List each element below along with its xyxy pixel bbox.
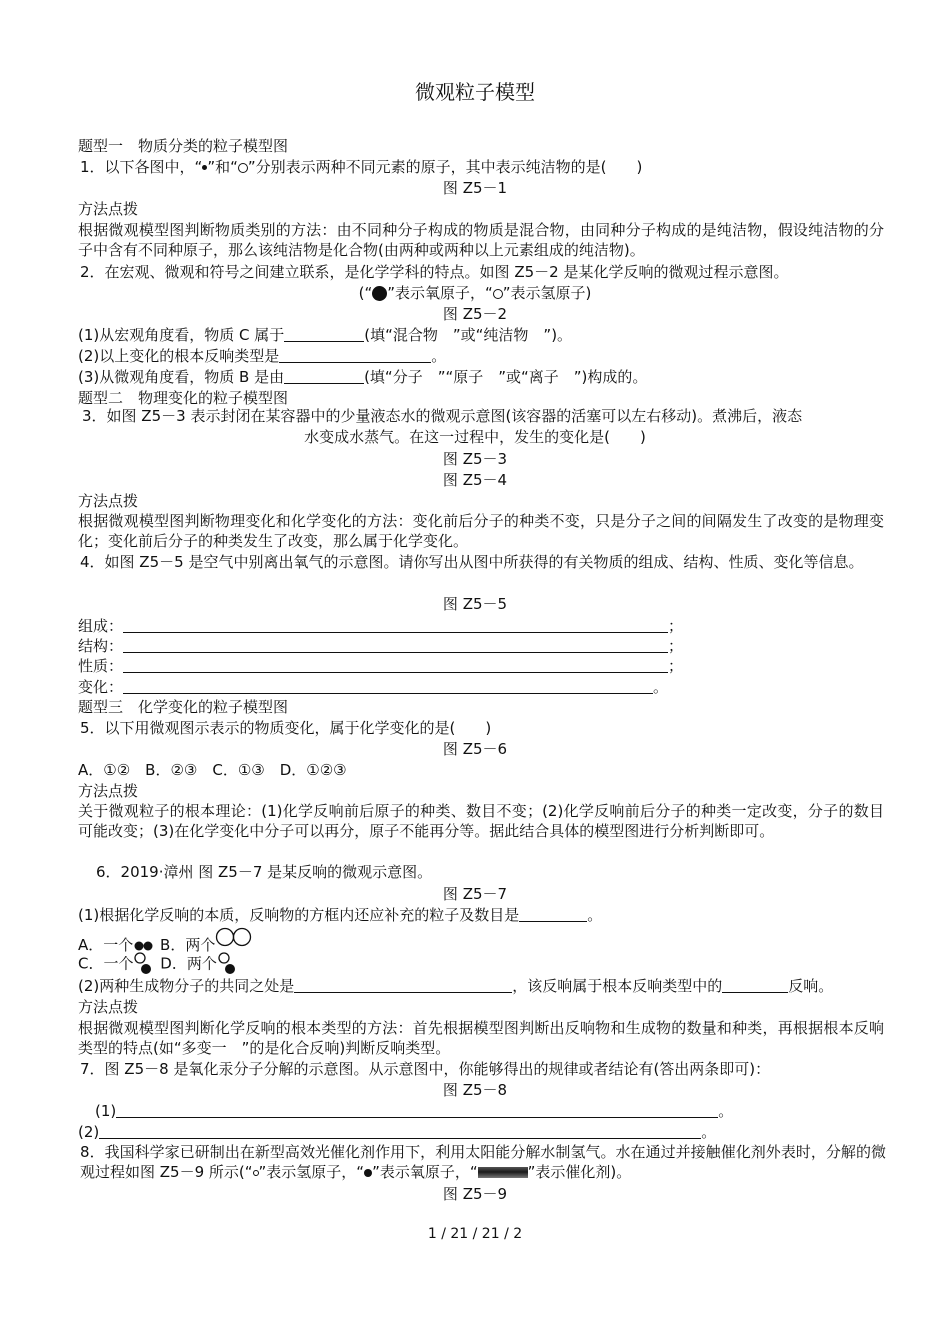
question-1: 1．以下各图中，“ ”和“ ”分别表示两种不同元素的原子，其中表示纯洁物的是( ) <box>80 158 643 176</box>
figure-caption: 图 Z5－9 <box>442 1185 508 1203</box>
question-2: 2．在宏观、微观和符号之间建立联系，是化学学科的特点。如图 Z5－2 是某化学反响的微观过程示意图。 <box>80 263 789 281</box>
answer-blank[interactable] <box>123 617 668 633</box>
figure-caption: 图 Z5－8 <box>442 1081 508 1099</box>
method-tip-text: 关于微观粒子的根本理论：(1)化学反响前后原子的种类、数目不变；(2)化学反响前后分子的种类一定改变，分子的数目可能改变；(3)在化学变化中分子可以再分，原子不能再分等。据此结合具体的模型图进行分析判断即可。 <box>78 802 884 840</box>
figure-caption: 图 Z5－3 <box>442 450 508 468</box>
answer-blank[interactable] <box>99 1123 701 1139</box>
question-2-part-1: (1)从宏观角度看，物质 C 属于 (填“混合物 ”或“纯洁物 ”)。 <box>78 326 573 344</box>
answer-options: A．①② B．②③ C．①③ D．①②③ <box>78 761 347 779</box>
mixed-molecule-icon <box>217 952 239 976</box>
method-tip-text: 根据微观模型图判断物质类别的方法：由不同种分子构成的物质是混合物，由同种分子构成的是纯洁物，假设纯洁物的分子中含有不同种原子，那么该纯洁物是化合物(由两种或两种以上元素组成的纯洁物)。 <box>78 221 884 259</box>
answer-line-1: (1) 。 <box>95 1102 734 1120</box>
figure-caption: 图 Z5－2 <box>442 305 508 323</box>
figure-caption: 图 Z5－5 <box>442 595 508 613</box>
question-4: 4．如图 Z5－5 是空气中别离出氧气的示意图。请你写出从图中所获得的有关物质的组成、结构、性质、变化等信息。 <box>80 553 864 571</box>
question-6: 6．2019·漳州 图 Z5－7 是某反响的微观示意图。 <box>96 863 433 881</box>
method-tip-text: 根据微观模型图判断物理变化和化学变化的方法：变化前后分子的种类不变，只是分子之间的间隔发生了改变的是物理变化；变化前后分子的种类发生了改变，那么属于化学变化。 <box>78 512 884 550</box>
two-hollow-atoms-molecule-icon <box>215 926 253 948</box>
answer-blank[interactable] <box>123 657 668 673</box>
two-filled-atoms-molecule-icon <box>133 940 155 952</box>
section-heading-3: 题型三 化学变化的粒子模型图 <box>78 698 289 716</box>
section-heading-1: 题型一 物质分类的粒子模型图 <box>78 137 289 155</box>
mixed-molecule-icon <box>133 952 155 976</box>
option-row-cd: C．一个 D．两个 <box>78 952 884 976</box>
figure-caption: 图 Z5－1 <box>442 179 508 197</box>
figure-caption: 图 Z5－7 <box>442 885 508 903</box>
question-8: 8．我国科学家已研制出在新型高效光催化剂作用下，利用太阳能分解水制氢气。水在通过并接触催化剂外表时，分解的微观过程如图 Z5－9 所示(“ ”表示氢原子，“ ”表示氧原子，“ ”表示催化剂)。 <box>80 1143 886 1181</box>
oxygen-atom-icon <box>364 1169 372 1177</box>
question-2-part-3: (3)从微观角度看，物质 B 是由 (填“分子 ”“原子 ”或“离子 ”)构成的。 <box>78 368 648 386</box>
answer-blank[interactable] <box>722 977 788 993</box>
answer-line-property: 性质： ； <box>78 657 684 675</box>
answer-blank[interactable] <box>519 906 587 922</box>
answer-blank[interactable] <box>123 637 668 653</box>
answer-line-change: 变化： 。 <box>78 678 669 696</box>
option-row-ab: A．一个 B．两个 <box>78 926 884 955</box>
figure-caption: 图 Z5－6 <box>442 740 508 758</box>
answer-blank[interactable] <box>279 347 431 363</box>
page-title: 微观粒子模型 <box>415 80 535 104</box>
question-3: 3．如图 Z5－3 表示封闭在某容器中的少量液态水的微观示意图(该容器的活塞可以左右移动)。煮沸后，液态 <box>82 407 803 425</box>
question-6-part-1: (1)根据化学反响的本质，反响物的方框内还应补充的粒子及数目是 。 <box>78 906 603 924</box>
hydrogen-atom-icon <box>493 289 503 299</box>
catalyst-icon <box>478 1167 528 1178</box>
answer-line-composition: 组成： ； <box>78 617 684 635</box>
question-7: 7．图 Z5－8 是氧化汞分子分解的示意图。从示意图中，你能够得出的规律或者结论有(答出两条即可)： <box>80 1060 771 1078</box>
question-3-cont: 水变成水蒸气。在这一过程中，发生的变化是( ) <box>304 428 646 446</box>
hollow-atom-icon <box>238 163 248 173</box>
method-tip-heading: 方法点拨 <box>78 782 139 800</box>
answer-blank[interactable] <box>284 326 364 342</box>
oxygen-atom-icon <box>372 286 387 301</box>
page-footer: 1 / 21 / 21 / 2 <box>427 1226 523 1242</box>
figure-caption: 图 Z5－4 <box>442 471 508 489</box>
method-tip-text: 根据微观模型图判断化学反响的根本类型的方法：首先根据模型图判断出反响物和生成物的数量和种类，再根据根本反响类型的特点(如“多变一 ”的是化合反响)判断反响类型。 <box>78 1019 884 1057</box>
method-tip-heading: 方法点拨 <box>78 200 139 218</box>
question-2-part-2: (2)以上变化的根本反响类型是 。 <box>78 347 447 365</box>
answer-line-2: (2) 。 <box>78 1123 717 1141</box>
legend-note: (“ ”表示氧原子，“ ”表示氢原子) <box>358 284 592 302</box>
method-tip-heading: 方法点拨 <box>78 998 139 1016</box>
method-tip-heading: 方法点拨 <box>78 492 139 510</box>
answer-blank[interactable] <box>123 678 653 694</box>
answer-blank[interactable] <box>294 977 512 993</box>
question-5: 5．以下用微观图示表示的物质变化，属于化学变化的是( ) <box>80 719 492 737</box>
section-heading-2: 题型二 物理变化的粒子模型图 <box>78 389 289 407</box>
answer-blank[interactable] <box>116 1102 718 1118</box>
question-6-part-2: (2)两种生成物分子的共同之处是 ，该反响属于根本反响类型中的 反响。 <box>78 977 834 995</box>
answer-line-structure: 结构： ； <box>78 637 684 655</box>
answer-blank[interactable] <box>284 368 364 384</box>
